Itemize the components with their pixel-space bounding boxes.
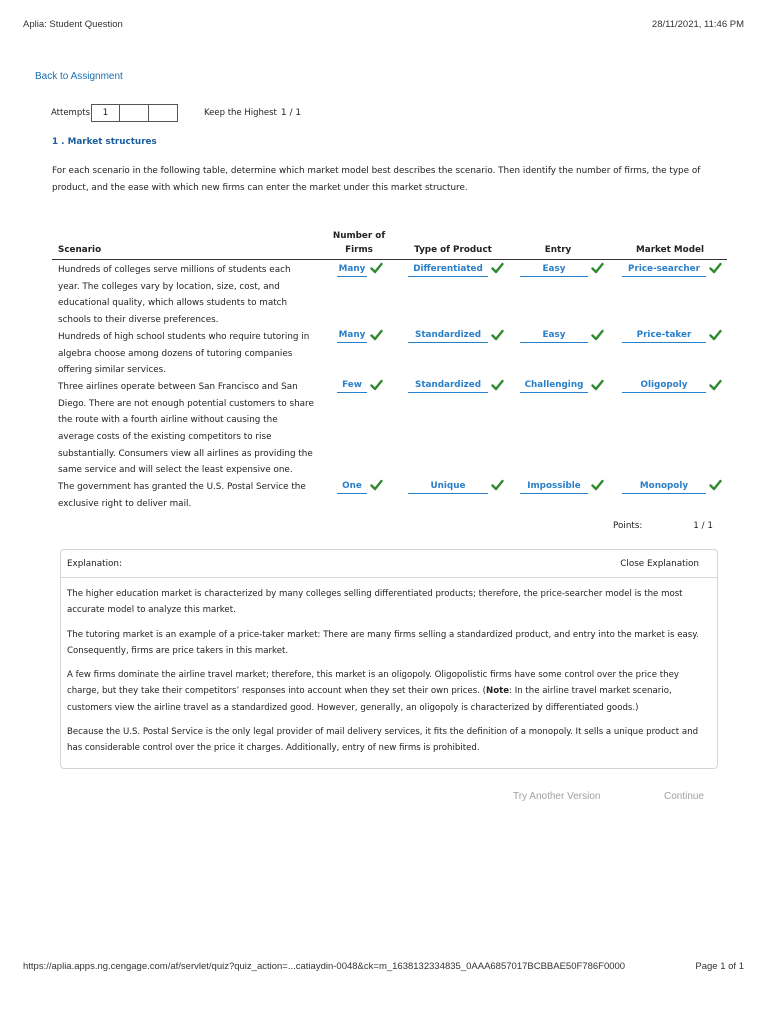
answer-value: Price-taker: [622, 329, 706, 343]
keep-highest-score: 1 / 1: [280, 108, 302, 118]
print-timestamp: 28/11/2021, 11:46 PM: [651, 19, 744, 30]
checkmark-icon: [588, 329, 604, 344]
type-of-product-answer[interactable]: [408, 479, 504, 494]
answer-value: Standardized: [408, 329, 488, 343]
action-buttons: [500, 791, 720, 807]
checkmark-icon: [709, 379, 722, 391]
entry-answer[interactable]: [520, 379, 604, 394]
entry-answer[interactable]: [520, 479, 604, 494]
checkmark-icon: [591, 262, 604, 274]
keep-highest-label: Keep the Highest: [204, 108, 277, 118]
header-entry: Entry: [544, 245, 572, 255]
checkmark-icon: [709, 479, 722, 491]
scenario-text: Three airlines operate between San Francisco and San Diego. There are not enough potential customers to share the route with a fourth airline without causing the average costs of the existing competitors to rise substantially. Consumers view all airlines as providing the same service and will select the least expensive one.: [58, 381, 314, 476]
attempts-row: [51, 104, 301, 122]
table-row: [52, 329, 727, 379]
checkmark-icon: [588, 379, 604, 394]
answer-value: Many: [337, 329, 367, 343]
checkmark-icon: [491, 329, 504, 341]
print-title: Aplia: Student Question: [23, 19, 123, 30]
number-of-firms-answer[interactable]: [337, 262, 383, 277]
checkmark-icon: [591, 479, 604, 491]
answer-value: Price-searcher: [622, 263, 706, 277]
checkmark-icon: [488, 379, 504, 394]
checkmark-icon: [367, 479, 383, 494]
number-of-firms-answer[interactable]: [337, 479, 383, 494]
scenario-text: Hundreds of colleges serve millions of students each year. The colleges vary by location, size, cost, and educational quality, which allows students to match schools to their diverse preferences.: [58, 265, 291, 326]
header-number-of-firms: [324, 229, 394, 257]
market-model-answer[interactable]: [622, 379, 722, 394]
checkmark-icon: [491, 262, 504, 274]
header-firms-line2: Firms: [345, 245, 373, 255]
header-firms-line1: Number of: [332, 231, 386, 241]
checkmark-icon: [367, 262, 383, 277]
print-url: https://aplia.apps.ng.cengage.com/af/servlet/quiz?quiz_action=...catiaydin-0048&ck=m_1638132334835_0AAA6857017BCBBAE50F786F0000: [23, 961, 626, 972]
question-title: 1 . Market structures: [52, 137, 157, 147]
explanation-panel: [60, 549, 718, 769]
answer-value: Few: [337, 379, 367, 393]
table-body: [52, 260, 727, 513]
checkmark-icon: [588, 479, 604, 494]
answer-value: Standardized: [408, 379, 488, 393]
checkmark-icon: [709, 329, 722, 341]
number-of-firms-answer[interactable]: [337, 379, 383, 394]
header-type-of-product: Type of Product: [414, 245, 492, 255]
table-row: [52, 479, 727, 512]
points-value: 1 / 1: [693, 521, 713, 531]
try-another-version-button[interactable]: Try Another Version: [513, 791, 601, 802]
back-to-assignment-link[interactable]: Back to Assignment: [35, 71, 123, 82]
checkmark-icon: [367, 379, 383, 394]
checkmark-icon: [706, 329, 722, 344]
market-model-answer[interactable]: [622, 479, 722, 494]
checkmark-icon: [591, 329, 604, 341]
note-label: Note: [486, 686, 510, 697]
answer-value: Many: [337, 263, 367, 277]
answer-value: Easy: [520, 329, 588, 343]
answer-value: Easy: [520, 263, 588, 277]
explanation-title: Explanation:: [67, 559, 122, 569]
explanation-header: [61, 550, 717, 578]
checkmark-icon: [488, 479, 504, 494]
explanation-paragraph: Because the U.S. Postal Service is the only legal provider of mail delivery services, it fits the definition of a monopoly. It sells a unique product and has considerable control over the price it charges. Additionally, entry of new firms is prohibited.: [67, 727, 699, 754]
table-header: [52, 230, 727, 260]
type-of-product-answer[interactable]: [408, 379, 504, 394]
checkmark-icon: [491, 379, 504, 391]
scenario-text: Hundreds of high school students who require tutoring in algebra choose among dozens of tutoring companies offering similar services.: [58, 331, 310, 376]
explanation-paragraph: The higher education market is characterized by many colleges selling differentiated products; therefore, the price-searcher model is the most accurate model to analyze this market.: [67, 589, 683, 616]
answer-value: Challenging: [520, 379, 588, 393]
market-model-answer[interactable]: [622, 329, 722, 344]
answer-value: Unique: [408, 480, 488, 494]
question-instructions: For each scenario in the following table, determine which market model best describes the scenario. Then identify the number of firms, the type of product, and the ease with which new firms can enter the market under this market structure.: [52, 166, 701, 193]
entry-answer[interactable]: [520, 329, 604, 344]
checkmark-icon: [370, 262, 383, 274]
entry-answer[interactable]: [520, 262, 604, 277]
explanation-text: : In the airline travel market scenario, customers view the airline travel as a standardized good. However, generally, an oligopoly is characterized by differentiated goods.): [67, 686, 672, 713]
continue-button[interactable]: Continue: [663, 791, 704, 802]
checkmark-icon: [706, 379, 722, 394]
attempt-box-1: 1: [91, 104, 120, 122]
checkmark-icon: [706, 262, 722, 277]
checkmark-icon: [588, 262, 604, 277]
points-label: Points:: [613, 521, 643, 531]
close-explanation-button[interactable]: Close Explanation: [620, 559, 699, 569]
number-of-firms-answer[interactable]: [337, 329, 383, 344]
checkmark-icon: [370, 379, 383, 391]
print-page-number: Page 1 of 1: [695, 961, 744, 972]
checkmark-icon: [706, 479, 722, 494]
print-header: [23, 19, 744, 33]
answer-value: Monopoly: [622, 480, 706, 494]
table-row: [52, 379, 727, 479]
checkmark-icon: [370, 479, 383, 491]
header-scenario: Scenario: [58, 245, 102, 255]
checkmark-icon: [709, 262, 722, 274]
market-structures-table: [52, 230, 727, 513]
checkmark-icon: [491, 479, 504, 491]
attempt-box-2: [120, 104, 149, 122]
attempts-label: Attempts: [51, 108, 90, 118]
explanation-text: A few firms dominate the airline travel market; therefore, this market is an oligopoly. Oligopolistic firms have some control over the price they charge, but they take their competitors’ responses into account when they set their own prices. (: [67, 670, 679, 697]
answer-value: One: [337, 480, 367, 494]
answer-value: Oligopoly: [622, 379, 706, 393]
market-model-answer[interactable]: [622, 262, 722, 277]
attempt-box-3: [149, 104, 178, 122]
checkmark-icon: [370, 329, 383, 341]
answer-value: Impossible: [520, 480, 588, 494]
checkmark-icon: [488, 329, 504, 344]
header-market-model: Market Model: [636, 245, 704, 255]
explanation-paragraph: [67, 667, 711, 716]
answer-value: Differentiated: [408, 263, 488, 277]
scenario-text: The government has granted the U.S. Postal Service the exclusive right to deliver mail.: [58, 482, 306, 509]
checkmark-icon: [488, 262, 504, 277]
explanation-paragraph: The tutoring market is an example of a price-taker market: There are many firms selling a standardized product, and entry into the market is easy. Consequently, firms are price takers in this market.: [67, 629, 699, 656]
type-of-product-answer[interactable]: [408, 329, 504, 344]
checkmark-icon: [591, 379, 604, 391]
explanation-body: [61, 578, 717, 757]
type-of-product-answer[interactable]: [408, 262, 504, 277]
checkmark-icon: [367, 329, 383, 344]
table-row: [52, 262, 727, 329]
